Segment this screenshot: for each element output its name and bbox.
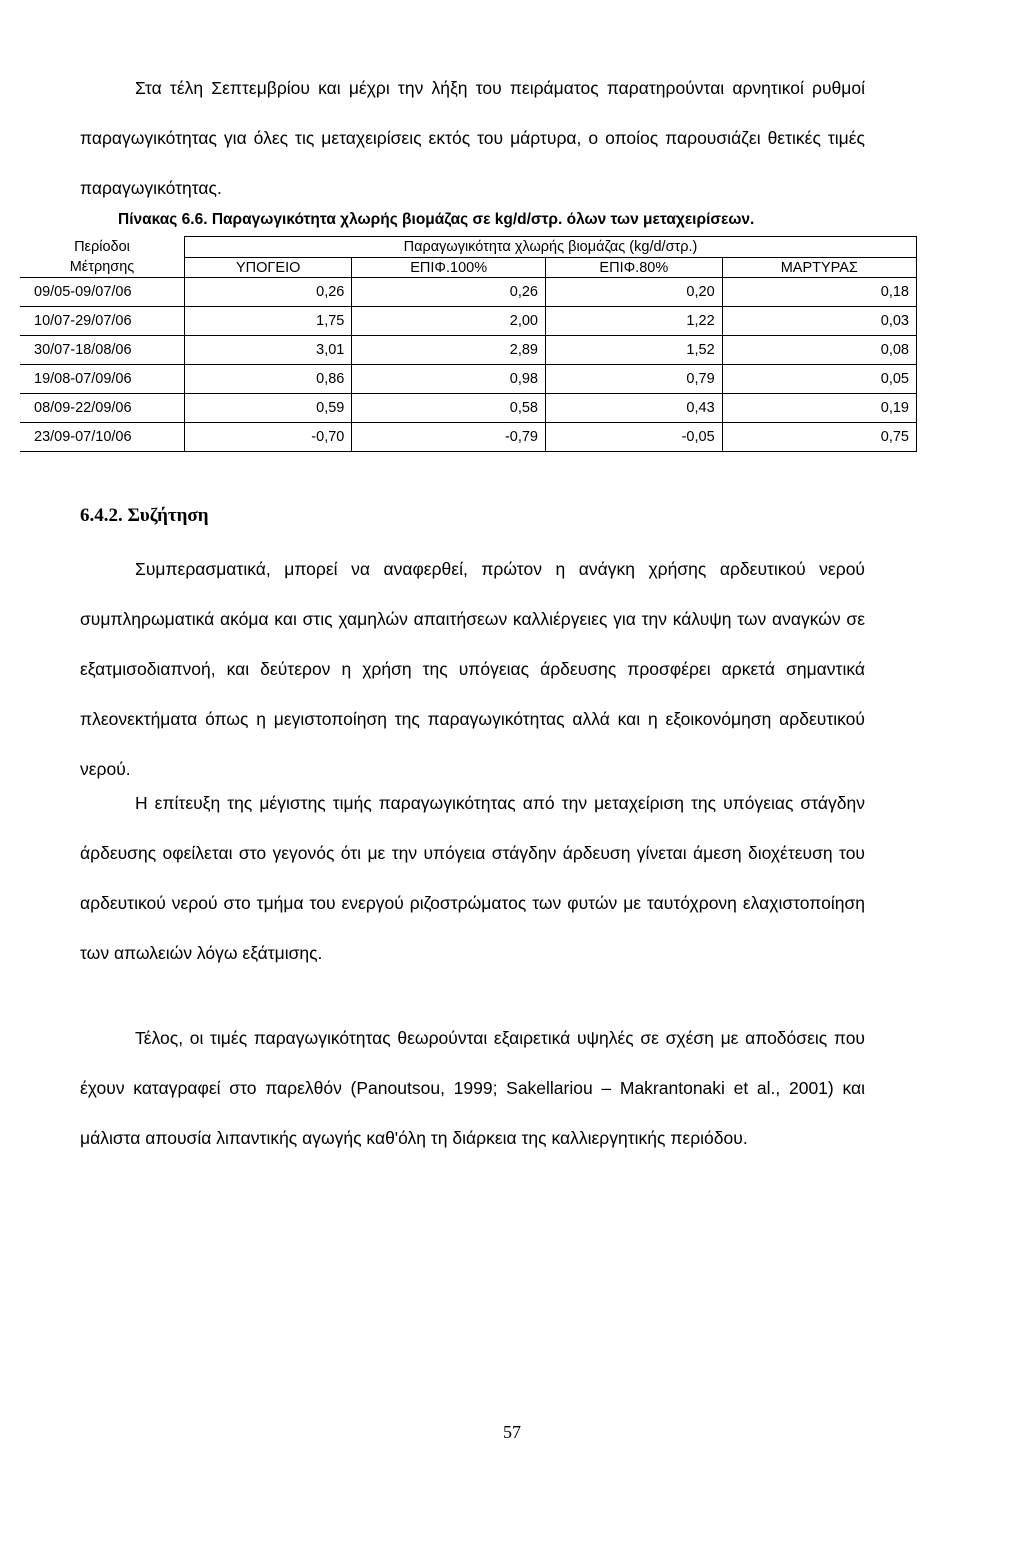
period-cell: 19/08-07/09/06 (20, 365, 185, 394)
value-cell: 0,59 (185, 394, 352, 423)
value-cell: 0,86 (185, 365, 352, 394)
value-cell: 0,79 (546, 365, 723, 394)
discussion-paragraph-1: Συμπερασματικά, μπορεί να αναφερθεί, πρώτον η ανάγκη χρήσης αρδευτικού νερού συμπληρωματικά ακόμα και στις χαμηλών απαιτήσεων καλλιέργειες για την κάλυψη των αναγκών σε εξατμισοδιαπνοή, και δεύτερον η χρήση της υπόγειας άρδευσης προσφέρει αρκετά σημαντικά πλεονεκτήματα όπως η μεγιστοποίηση της παραγωγικότητας αλλά και η εξοικονόμηση αρδευτικού νερού. (80, 559, 865, 779)
value-cell: 0,43 (546, 394, 723, 423)
period-cell: 09/05-09/07/06 (20, 278, 185, 307)
discussion-paragraph-2: Η επίτευξη της μέγιστης τιμής παραγωγικότητας από την μεταχείριση της υπόγειας στάγδην άρδευσης οφείλεται στο γεγονός ότι με την υπόγεια στάγδην άρδευση γίνεται άμεση διοχέτευση του αρδευτικού νερού στο τμήμα του ενεργού ριζοστρώματος των φυτών με ταυτόχρονη ελαχιστοποίηση των απωλειών λόγω εξάτμισης. (80, 793, 865, 963)
value-cell: 0,03 (722, 307, 916, 336)
value-cell: 0,19 (722, 394, 916, 423)
column-header: ΕΠΙΦ.80% (546, 258, 723, 278)
table-caption: Πίνακας 6.6. Παραγωγικότητα χλωρής βιομάζας σε kg/d/στρ. όλων των μεταχειρίσεων. (118, 211, 755, 228)
value-cell: 2,89 (352, 336, 546, 365)
table-row (20, 307, 917, 336)
period-header-2: Μέτρησης (20, 258, 185, 278)
value-cell: 0,58 (352, 394, 546, 423)
value-cell: 0,18 (722, 278, 916, 307)
period-cell: 08/09-22/09/06 (20, 394, 185, 423)
section-heading: 6.4.2. Συζήτηση (80, 505, 209, 526)
table-row (20, 394, 917, 423)
discussion-paragraph-3: Τέλος, οι τιμές παραγωγικότητας θεωρούνται εξαιρετικά υψηλές σε σχέση με αποδόσεις που έχουν καταγραφεί στο παρελθόν (Panoutsou, 1999; Sakellariou – Makrantonaki et al., 2001) και μάλιστα απουσία λιπαντικής αγωγής καθ'όλη τη διάρκεια της καλλιεργητικής περιόδου. (80, 1028, 865, 1148)
value-cell: 2,00 (352, 307, 546, 336)
value-cell: 0,98 (352, 365, 546, 394)
productivity-table (20, 236, 917, 452)
period-cell: 30/07-18/08/06 (20, 336, 185, 365)
value-cell: -0,70 (185, 423, 352, 452)
column-header: ΥΠΟΓΕΙΟ (185, 258, 352, 278)
value-cell: 1,75 (185, 307, 352, 336)
value-cell: 0,20 (546, 278, 723, 307)
value-cell: -0,79 (352, 423, 546, 452)
table-row (20, 423, 917, 452)
value-cell: -0,05 (546, 423, 723, 452)
table-row (20, 336, 917, 365)
table-row (20, 365, 917, 394)
value-cell: 1,52 (546, 336, 723, 365)
column-header: ΜΑΡΤΥΡΑΣ (722, 258, 916, 278)
value-cell: 0,26 (185, 278, 352, 307)
value-cell: 1,22 (546, 307, 723, 336)
value-cell: 0,75 (722, 423, 916, 452)
period-header: Περίοδοι (20, 237, 185, 258)
value-cell: 3,01 (185, 336, 352, 365)
productivity-group-header: Παραγωγικότητα χλωρής βιομάζας (kg/d/στρ.) (185, 237, 917, 258)
page-number: 57 (503, 1422, 521, 1442)
period-cell: 10/07-29/07/06 (20, 307, 185, 336)
value-cell: 0,05 (722, 365, 916, 394)
column-header: ΕΠΙΦ.100% (352, 258, 546, 278)
value-cell: 0,08 (722, 336, 916, 365)
value-cell: 0,26 (352, 278, 546, 307)
period-cell: 23/09-07/10/06 (20, 423, 185, 452)
intro-paragraph: Στα τέλη Σεπτεμβρίου και μέχρι την λήξη του πειράματος παρατηρούνται αρνητικοί ρυθμοί παραγωγικότητας για όλες τις μεταχειρίσεις εκτός του μάρτυρα, ο οποίος παρουσιάζει θετικές τιμές παραγωγικότητας. (80, 78, 865, 198)
table-row (20, 278, 917, 307)
